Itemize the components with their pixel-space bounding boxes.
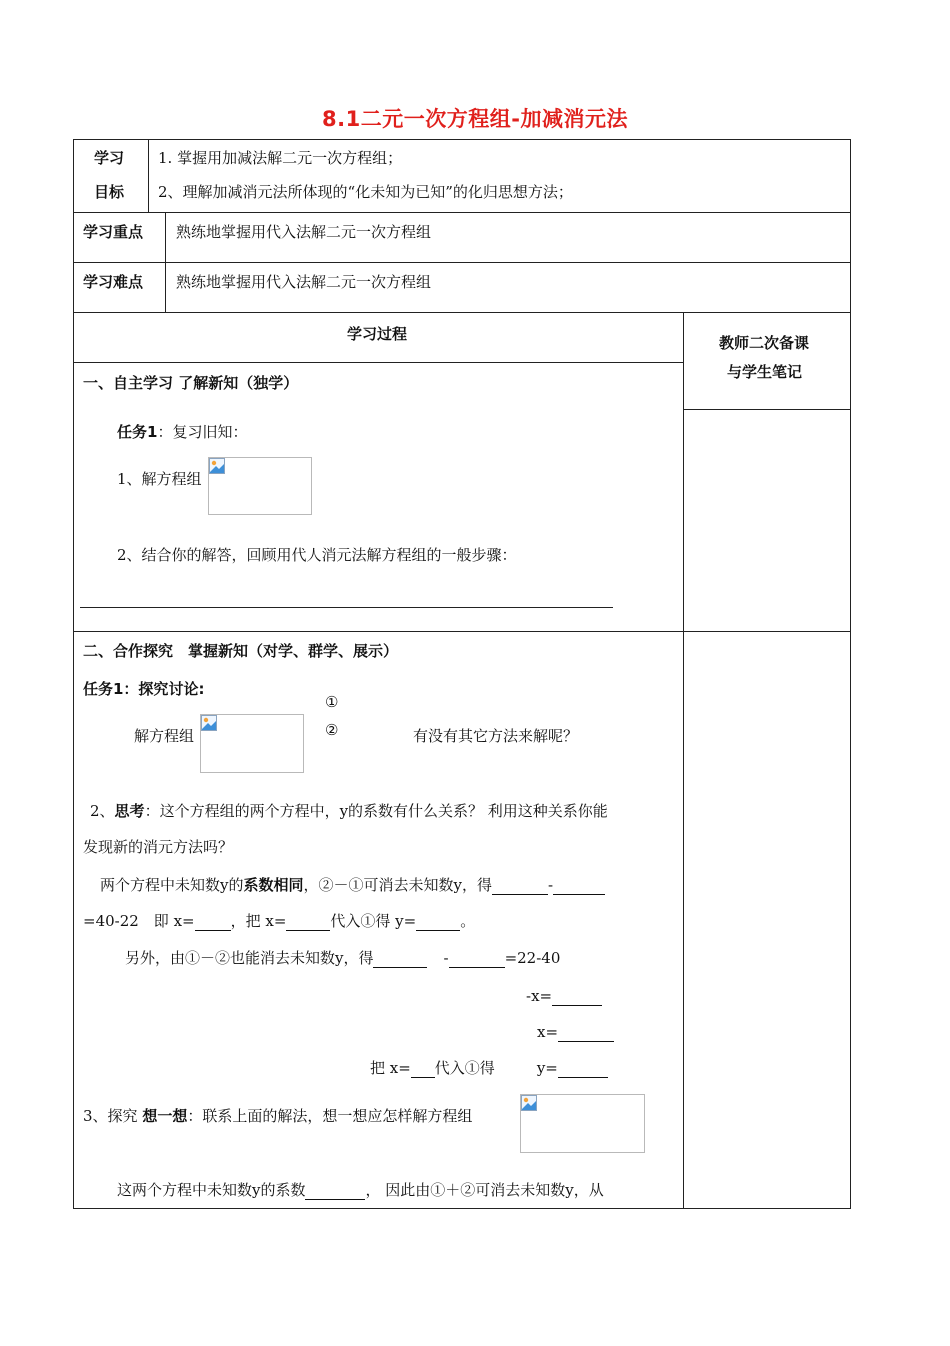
p2-text-c: 代入①得 y= [330,912,417,930]
p6-text-b: 代入①得 [434,1059,495,1077]
key-point-text: 熟练地掌握用代入法解二元一次方程组 [176,223,432,241]
solve-label: 解方程组 [134,727,195,745]
p1-minus: - [547,876,554,894]
section2-heading: 二、合作探究 掌握新知（对学、群学、展示） [83,642,399,660]
p2-text-d: 。 [460,912,476,930]
last-text-b: ， 因此由①＋②可消去未知数y，从 [365,1181,604,1199]
difficulty-label: 学习难点 [83,273,144,291]
broken-image-icon [201,715,217,731]
p1-text-a: 两个方程中未知数y的 [100,876,244,894]
think-text: ：这个方程组的两个方程中，y的系数有什么关系？ 利用这种关系你能 [144,802,608,820]
objectives-label-line1: 学习 [94,149,125,167]
blank [286,914,330,931]
p3-text-b: =22-40 [504,949,561,967]
objectives-label-line2: 目标 [94,183,125,201]
paragraph-1 [100,875,605,895]
paragraph-6 [370,1058,608,1078]
p2-text-a: =40-22 即 x= [83,912,195,930]
equation-image-3 [520,1094,645,1153]
explore-text-b: ：联系上面的解法，想一想应怎样解方程组 [187,1107,473,1125]
section1-task-text: ：复习旧知： [157,423,248,441]
think-label: 思考 [114,802,145,820]
p2-text-b: ，把 x= [230,912,287,930]
equation-mark-1: ① [325,693,339,711]
blank [492,878,548,895]
page-title: 8.1二元一次方程组-加减消元法 [322,107,628,131]
paragraph-4 [526,986,602,1006]
broken-image-icon [209,458,225,474]
key-point-label: 学习重点 [83,223,144,241]
other-method-question: 有没有其它方法来解呢？ [413,727,579,745]
blank [373,951,427,968]
blank [449,951,505,968]
equation-image-2 [200,714,304,773]
explore-bold: 想一想 [142,1107,188,1125]
objective-item-1: 1. 掌握用加减法解二元一次方程组； [158,149,403,167]
explore-line [83,1106,472,1126]
equation-image-1 [208,457,312,515]
blank [416,914,460,931]
paragraph-2 [83,911,475,931]
p1-bold: 系数相同 [243,876,304,894]
process-header: 学习过程 [347,325,408,343]
section1-task [117,422,247,442]
think-line1 [90,801,608,821]
objective-item-2: 2、理解加减消元法所体现的“化未知为已知”的化归思想方法； [158,183,573,201]
section1-task-label: 任务1 [117,423,158,441]
section1-heading: 一、自主学习 了解新知（独学） [83,374,299,392]
p4-text: -x= [526,987,553,1005]
blank [195,914,231,931]
equation-mark-2: ② [325,721,339,739]
difficulty-text: 熟练地掌握用代入法解二元一次方程组 [176,273,432,291]
blank [558,1025,614,1042]
answer-line [80,607,613,608]
blank [552,989,602,1006]
blank [305,1183,365,1200]
blank [411,1061,435,1078]
paragraph-5 [537,1022,614,1042]
explore-text-a: 3、探究 [83,1107,143,1125]
section1-q2: 2、结合你的解答，回顾用代人消元法解方程组的一般步骤： [117,546,517,564]
teacher-header-line1: 教师二次备课 [719,334,810,352]
paragraph-3 [125,948,560,968]
section2-task: 任务1：探究讨论: [83,680,205,698]
blank [558,1061,608,1078]
last-line [117,1180,604,1200]
p3-minus: - [443,949,449,967]
p6-text-a: 把 x= [370,1059,411,1077]
think-line2: 发现新的消元方法吗？ [83,838,234,856]
broken-image-icon [521,1095,537,1111]
think-num: 2、 [90,802,115,820]
last-text-a: 这两个方程中未知数y的系数 [117,1181,306,1199]
section1-q1: 1、解方程组 [117,470,202,488]
p3-text-a: 另外，由①－②也能消去未知数y，得 [125,949,374,967]
p1-text-b: ，②－①可消去未知数y，得 [303,876,492,894]
blank [553,878,605,895]
p6-text-c: y= [536,1059,558,1077]
p5-text: x= [537,1023,559,1041]
teacher-header-line2: 与学生笔记 [727,363,803,381]
